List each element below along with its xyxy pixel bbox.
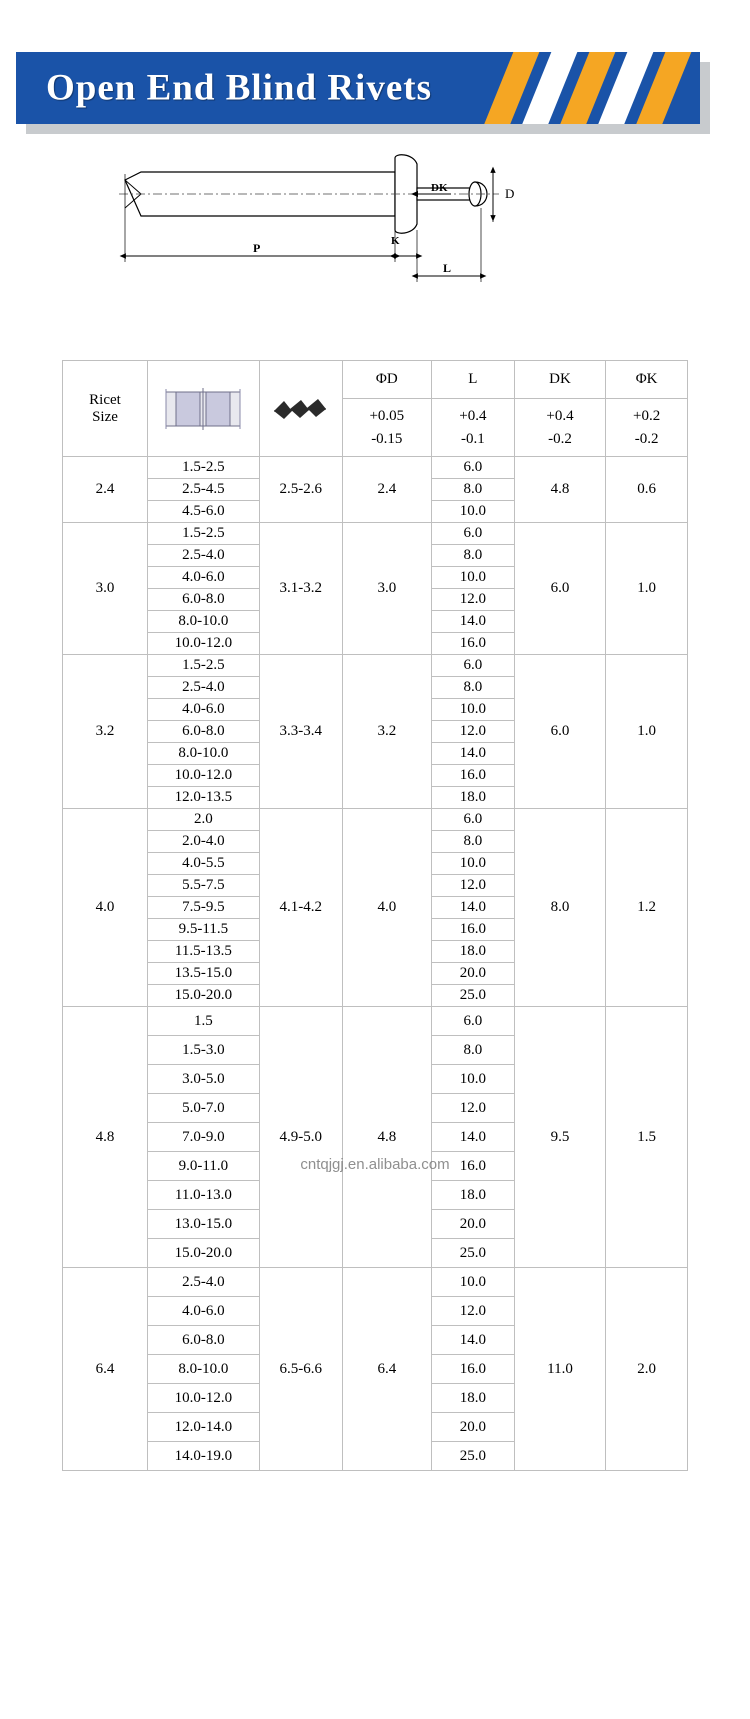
specification-table [62,360,688,1471]
cell-drill-size: 4.9-5.0 [259,1007,342,1268]
cell-phi-k: 1.2 [606,809,688,1007]
table-header-row [63,361,688,399]
cell-grip-range: 8.0-10.0 [147,1355,259,1384]
cell-grip-range: 6.0-8.0 [147,1326,259,1355]
spec-table-wrap [0,350,750,1511]
cell-grip-range: 2.0-4.0 [147,831,259,853]
cell-grip-range: 11.5-13.5 [147,941,259,963]
cell-grip-range: 2.5-4.5 [147,479,259,501]
cell-phi-d: 2.4 [342,457,431,523]
cell-drill-size: 3.3-3.4 [259,655,342,809]
table-row [63,809,688,831]
cell-grip-range: 8.0-10.0 [147,743,259,765]
cell-grip-range: 8.0-10.0 [147,611,259,633]
tolerance-dk [514,399,605,457]
cell-length: 6.0 [431,1007,514,1036]
label-d: D [505,186,515,201]
cell-length: 16.0 [431,633,514,655]
header-rivet-size-line1: Ricet [89,391,121,408]
cell-drill-size: 4.1-4.2 [259,809,342,1007]
cell-length: 16.0 [431,1152,514,1181]
tolerance-phi-d [342,399,431,457]
cell-length: 6.0 [431,523,514,545]
tolerance-phi-k-plus: +0.2 [632,408,661,424]
cell-grip-range: 5.0-7.0 [147,1094,259,1123]
cell-dk: 9.5 [514,1007,605,1268]
cell-length: 12.0 [431,721,514,743]
tolerance-phi-k [606,399,688,457]
cell-drill-size: 3.1-3.2 [259,523,342,655]
cell-grip-range: 13.5-15.0 [147,963,259,985]
label-l: L [443,261,452,275]
cell-length: 8.0 [431,545,514,567]
tolerance-dk-plus: +0.4 [546,408,574,424]
cell-grip-range: 4.0-6.0 [147,1297,259,1326]
cell-grip-range: 1.5-2.5 [147,655,259,677]
cell-phi-d: 4.0 [342,809,431,1007]
cell-rivet-size: 4.0 [63,809,148,1007]
cell-length: 6.0 [431,655,514,677]
table-head [63,361,688,457]
cell-phi-k: 0.6 [606,457,688,523]
cell-rivet-size: 3.0 [63,523,148,655]
page-banner [0,0,750,152]
cell-grip-range: 1.5-2.5 [147,457,259,479]
cell-grip-range: 10.0-12.0 [147,765,259,787]
cell-dk: 8.0 [514,809,605,1007]
cell-grip-range: 10.0-12.0 [147,633,259,655]
cell-phi-k: 1.0 [606,655,688,809]
cell-rivet-size: 6.4 [63,1268,148,1471]
cell-length: 25.0 [431,985,514,1007]
cell-dk: 11.0 [514,1268,605,1471]
cell-grip-range: 3.0-5.0 [147,1065,259,1094]
header-rivet-size-line2: Size [92,408,118,425]
cell-grip-range: 4.0-5.5 [147,853,259,875]
cell-rivet-size: 4.8 [63,1007,148,1268]
cell-grip-range: 4.0-6.0 [147,699,259,721]
cell-phi-d: 3.0 [342,523,431,655]
cell-length: 12.0 [431,1094,514,1123]
watermark: cntqjgj.en.alibaba.com [300,1156,450,1173]
header-phi-d: ΦD [342,361,431,399]
table-row [63,655,688,677]
label-p: P [253,241,261,255]
tolerance-dk-minus: -0.2 [548,430,572,447]
header-l: L [431,361,514,399]
cell-length: 18.0 [431,941,514,963]
rivet-diagram-svg [95,152,655,342]
cell-phi-k: 1.0 [606,523,688,655]
cell-length: 14.0 [431,897,514,919]
cell-grip-range: 10.0-12.0 [147,1384,259,1413]
cell-grip-range: 9.0-11.0 [147,1152,259,1181]
cell-grip-range: 11.0-13.0 [147,1181,259,1210]
cell-grip-range: 4.5-6.0 [147,501,259,523]
cell-length: 6.0 [431,457,514,479]
cell-phi-d: 3.2 [342,655,431,809]
cell-length: 8.0 [431,479,514,501]
cell-length: 25.0 [431,1239,514,1268]
cell-dk: 6.0 [514,655,605,809]
cell-length: 16.0 [431,919,514,941]
tolerance-phi-k-minus: -0.2 [634,430,659,447]
cell-grip-range: 4.0-6.0 [147,567,259,589]
cell-rivet-size: 3.2 [63,655,148,809]
tolerance-phi-d-plus: +0.05 [369,408,405,424]
cell-grip-range: 7.5-9.5 [147,897,259,919]
cell-length: 8.0 [431,677,514,699]
header-phi-k: ΦK [606,361,688,399]
cell-length: 14.0 [431,611,514,633]
cell-length: 12.0 [431,589,514,611]
cell-length: 20.0 [431,963,514,985]
tolerance-phi-d-minus: -0.15 [371,430,403,447]
cell-grip-range: 13.0-15.0 [147,1210,259,1239]
cell-grip-range: 14.0-19.0 [147,1442,259,1471]
cell-grip-range: 1.5-3.0 [147,1036,259,1065]
label-dk: DK [431,182,448,194]
cell-phi-k: 1.5 [606,1007,688,1268]
header-drill-size-illustration [259,361,342,457]
table-body [63,457,688,1471]
cell-length: 20.0 [431,1210,514,1239]
tolerance-l [431,399,514,457]
cell-rivet-size: 2.4 [63,457,148,523]
header-rivet-size [63,361,148,457]
rivet-cross-section-icon [160,386,246,432]
cell-length: 14.0 [431,743,514,765]
header-dk: DK [514,361,605,399]
cell-length: 10.0 [431,699,514,721]
cell-phi-k: 2.0 [606,1268,688,1471]
table-row [63,1268,688,1297]
tolerance-l-plus: +0.4 [459,408,487,424]
rivet-technical-drawing [0,152,750,350]
drill-bit-icon [270,395,332,423]
cell-grip-range: 15.0-20.0 [147,985,259,1007]
cell-grip-range: 15.0-20.0 [147,1239,259,1268]
cell-length: 18.0 [431,1181,514,1210]
cell-grip-range: 7.0-9.0 [147,1123,259,1152]
cell-length: 16.0 [431,765,514,787]
cell-grip-range: 2.5-4.0 [147,1268,259,1297]
cell-length: 12.0 [431,1297,514,1326]
cell-length: 8.0 [431,1036,514,1065]
cell-grip-range: 2.0 [147,809,259,831]
cell-dk: 6.0 [514,523,605,655]
banner-bar [16,52,700,124]
cell-grip-range: 1.5 [147,1007,259,1036]
cell-length: 10.0 [431,1065,514,1094]
cell-length: 18.0 [431,1384,514,1413]
cell-grip-range: 9.5-11.5 [147,919,259,941]
table-row [63,1007,688,1036]
cell-grip-range: 2.5-4.0 [147,677,259,699]
cell-dk: 4.8 [514,457,605,523]
cell-grip-range: 12.0-13.5 [147,787,259,809]
cell-phi-d: 6.4 [342,1268,431,1471]
cell-length: 20.0 [431,1413,514,1442]
cell-grip-range: 1.5-2.5 [147,523,259,545]
label-k: K [391,235,400,247]
cell-length: 14.0 [431,1123,514,1152]
cell-length: 14.0 [431,1326,514,1355]
cell-grip-range: 6.0-8.0 [147,589,259,611]
cell-grip-range: 5.5-7.5 [147,875,259,897]
cell-drill-size: 2.5-2.6 [259,457,342,523]
cell-phi-d: 4.8 [342,1007,431,1268]
page-title: Open End Blind Rivets [46,67,432,109]
cell-length: 10.0 [431,501,514,523]
header-grip-range-illustration [147,361,259,457]
cell-length: 25.0 [431,1442,514,1471]
cell-length: 8.0 [431,831,514,853]
table-row [63,457,688,479]
cell-length: 12.0 [431,875,514,897]
cell-drill-size: 6.5-6.6 [259,1268,342,1471]
table-row [63,523,688,545]
cell-grip-range: 2.5-4.0 [147,545,259,567]
cell-length: 10.0 [431,853,514,875]
cell-length: 10.0 [431,1268,514,1297]
tolerance-l-minus: -0.1 [460,430,485,447]
cell-length: 16.0 [431,1355,514,1384]
cell-length: 6.0 [431,809,514,831]
cell-grip-range: 12.0-14.0 [147,1413,259,1442]
cell-length: 10.0 [431,567,514,589]
cell-length: 18.0 [431,787,514,809]
cell-grip-range: 6.0-8.0 [147,721,259,743]
